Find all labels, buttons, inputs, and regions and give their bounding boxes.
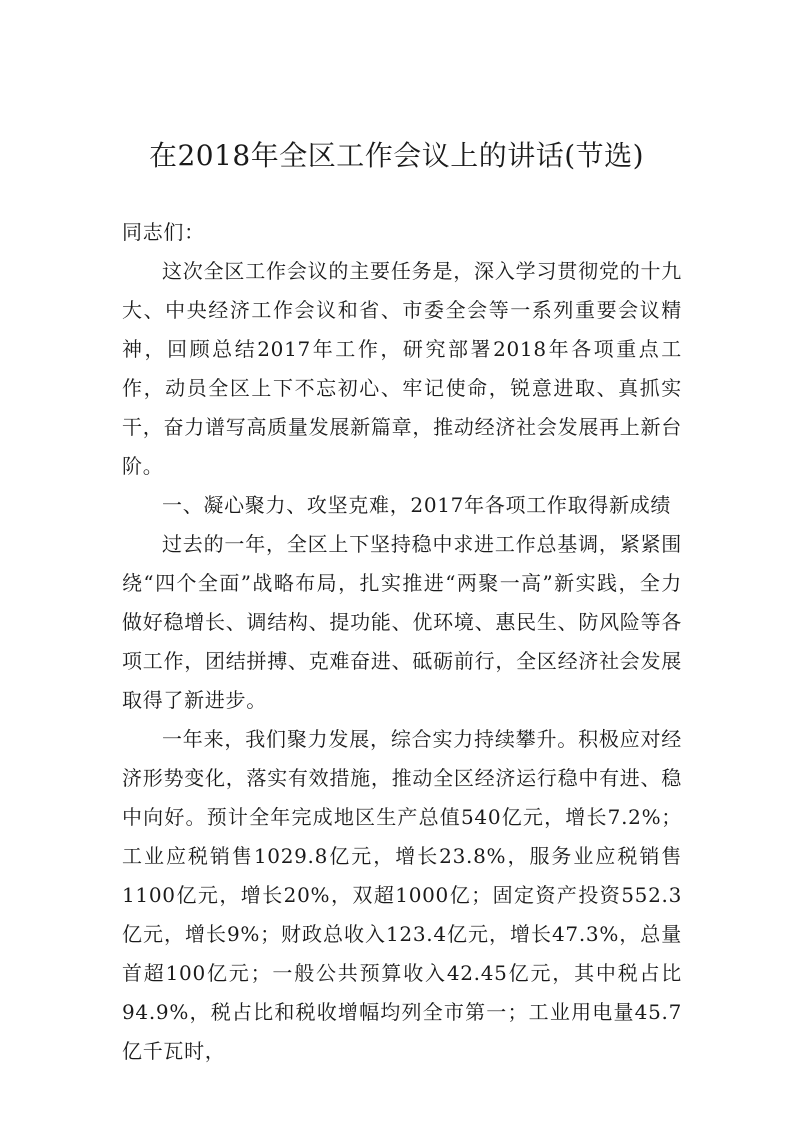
section-heading-1: 一、凝心聚力、攻坚克难，2017年各项工作取得新成绩 [162,493,672,517]
paragraph-intro: 这次全区工作会议的主要任务是，深入学习贯彻党的十九大、中央经济工作会议和省、市委全会等一系列重要会议精神，回顾总结2017年工作，研究部署2018年各项重点工作，动员全区上下不忘初心、牢记使命，锐意进取、真抓实干，奋力谱写高质量发展新篇章，推动经济社会发展再上新台阶。 [122,259,682,478]
paragraph-achievements: 一年来，我们聚力发展，综合实力持续攀升。积极应对经济形势变化，落实有效措施，推动全区经济运行稳中有进、稳中向好。预计全年完成地区生产总值540亿元，增长7.2%；工业应税销售1029.8亿元，增长23.8%，服务业应税销售1100亿元，增长20%，双超1000亿；固定资产投资552.3亿元，增长9%；财政总收入123.4亿元，增长47.3%，总量首超100亿元；一般公共预算收入42.45亿元，其中税占比94.9%，税占比和税收增幅均列全市第一；工业用电量45.7亿千瓦时， [122,727,682,1063]
paragraph-review: 过去的一年，全区上下坚持稳中求进工作总基调，紧紧围绕“四个全面”战略布局，扎实推进“两聚一高”新实践，全力做好稳增长、调结构、提功能、优环境、惠民生、防风险等各项工作，团结拼搏、克难奋进、砥砺前行，全区经济社会发展取得了新进步。 [122,532,682,712]
salutation: 同志们： [122,220,205,244]
document-title: 在2018年全区工作会议上的讲话(节选) [148,139,645,172]
document-body [122,213,682,1071]
